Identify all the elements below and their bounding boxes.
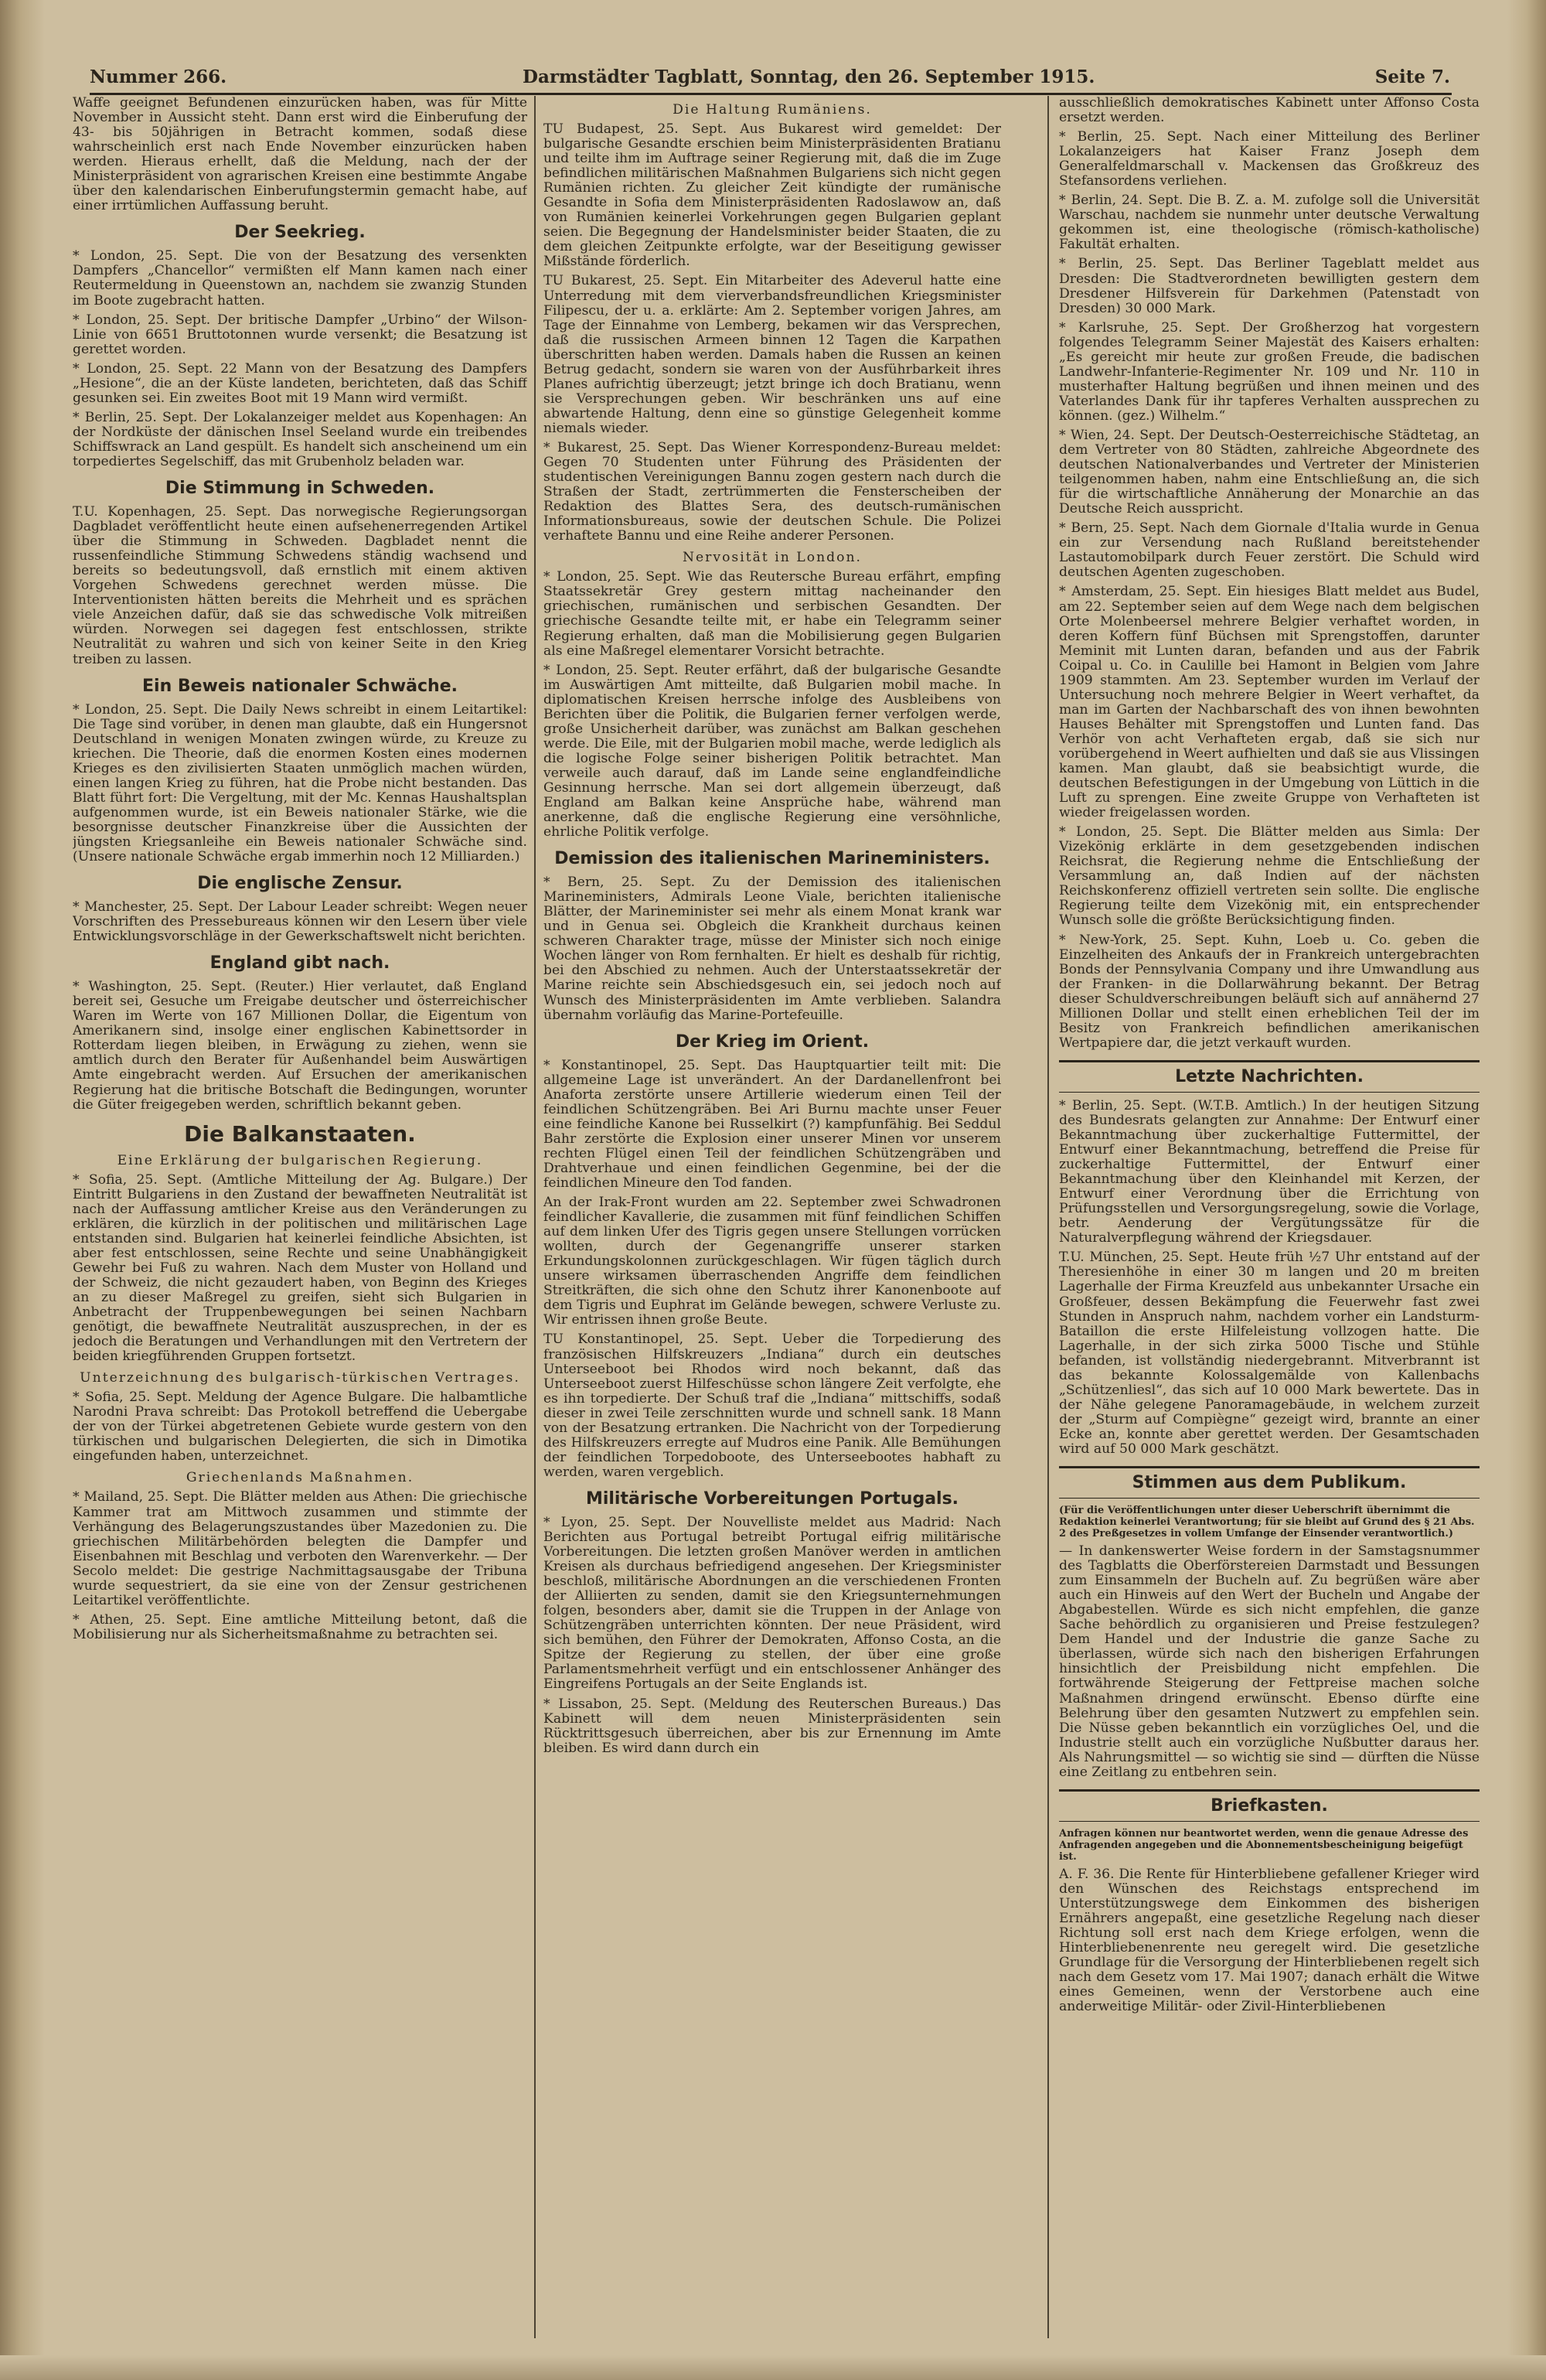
page-edge-left bbox=[0, 0, 45, 2380]
article-paragraph: * New-York, 25. Sept. Kuhn, Loeb u. Co. geben die Einzelheiten des Ankaufs der in Frankreich untergebrachten Bonds der Pennsylvania Company und ihre Umwandlung aus der Franken- in die Dollarwährung bekannt. Der Betrag dieser Schuldverschreibungen beläuft sich auf annähernd 27 Millionen Dollar und stellt einen erheblichen Teil der im Besitz von Frankreich befindlichen amerikanischen Wertpapiere dar, die jetzt verkauft wurden. bbox=[1059, 932, 1480, 1051]
article-paragraph: * London, 25. Sept. Der britische Dampfer „Urbino“ der Wilson-Linie von 6651 Bruttotonnen wurde versenkt; die Besatzung ist gerettet worden. bbox=[73, 312, 527, 357]
article-paragraph: * Lissabon, 25. Sept. (Meldung des Reuterschen Bureaus.) Das Kabinett will dem neuen Ministerpräsidenten sein Rücktrittsgesuch überreichen, aber bis zur Ernennung im Amte bleiben. Es wird dann durch ein bbox=[543, 1696, 1001, 1756]
subheading: Eine Erklärung der bulgarischen Regierung. bbox=[117, 1152, 483, 1168]
subheading: Griechenlands Maßnahmen. bbox=[186, 1470, 414, 1486]
section-heading: Militärische Vorbereitungen Portugals. bbox=[585, 1488, 959, 1509]
editorial-note: Anfragen können nur beantwortet werden, wenn die genaue Adresse des Anfragenden angegeben und die Abonnementsbescheinigung beigefügt ist. bbox=[1059, 1827, 1469, 1863]
article-paragraph: * Berlin, 25. Sept. Nach einer Mitteilung des Berliner Lokalanzeigers hat Kaiser Franz Joseph dem Generalfeldmarschall v. Mackensen das Großkreuz des Stefansordens verliehen. bbox=[1059, 129, 1480, 189]
issue-number: Nummer 266. bbox=[90, 66, 227, 87]
section-heading: Die Balkanstaaten. bbox=[184, 1120, 416, 1147]
article-paragraph: * Berlin, 25. Sept. Das Berliner Tageblatt meldet aus Dresden: Die Stadtverordneten bewilligten gestern dem Dresdener Hilfsverein für Darkehmen (Patenstadt von Dresden) 30 000 Mark. bbox=[1059, 256, 1480, 316]
article-paragraph: * Sofia, 25. Sept. Meldung der Agence Bulgare. Die halbamtliche Narodni Prava schreibt: Das Protokoll betreffend die Uebergabe der von der Türkei abgetretenen Gebiete wurde gestern von den türkischen und bulgarischen Delegierten, die sich in Dimotika eingefunden haben, unterzeichnet. bbox=[73, 1389, 527, 1464]
article-paragraph: TU Budapest, 25. Sept. Aus Bukarest wird gemeldet: Der bulgarische Gesandte erschien beim Ministerpräsidenten Bratianu und teilte ihm im Auftrage seiner Regierung mit, daß die im Zuge befindlichen militärischen Maßnahmen Bulgariens sich nicht gegen Rumänien richten. Zu gleicher Zeit kündigte der rumänische Gesandte in Sofia dem Ministerpräsidenten Radoslawow an, daß von Rumänien keinerlei Vorkehrungen gegen Bulgarien geplant seien. Die Begegnung der Handelsminister beider Staaten, die zu dem gleichen Zeitpunkte erfolgte, war der Beseitigung gewisser Mißstände förderlich. bbox=[543, 121, 1001, 270]
article-paragraph: — In dankenswerter Weise fordern in der Samstagsnummer des Tagblatts die Oberförstereien Darmstadt und Bessungen zum Einsammeln der Bucheln auf. Zu begrüßen wäre aber auch ein Hinweis auf den Wert der Bucheln und Angabe der Abgabestellen. Würde es sich nicht empfehlen, die ganze Sache behördlich zu organisieren und Preise festzulegen? Dem Handel und der Industrie die ganze Sache zu überlassen, würde sich nach den bisherigen Erfahrungen hinsichtlich der Preisbildung nicht empfehlen. Die fortwährende Steigerung der Fettpreise machen solche Maßnahmen dringend erwünscht. Ebenso dürfte eine Belehrung über den gesamten Nutzwert zu empfehlen sein. Die Nüsse geben bekanntlich ein vorzügliches Oel, und die Industrie stellt auch ein vorzügliche Nußbutter daraus her. Als Nahrungsmittel — so wichtig sie sind — dürften die Nüsse eine Zeitlang zu entbehren sein. bbox=[1059, 1543, 1480, 1780]
section-heading: Letzte Nachrichten. bbox=[1059, 1060, 1480, 1093]
article-paragraph: Waffe geeignet Befundenen einzurücken haben, was für Mitte November in Aussicht steht. Dann erst wird die Einberufung der 43- bis 50jährigen in Betracht kommen, sodaß diese wahrscheinlich erst nach Ende November einzurücken haben werden. Hieraus erhellt, daß die Meldung, nach der der Ministerpräsident von agrarischen Kreisen eine bestimmte Angabe über den kalendarischen Einberufungstermin gemacht habe, auf einer irrtümlichen Auffassung beruht. bbox=[73, 96, 527, 214]
article-paragraph: T.U. München, 25. Sept. Heute früh ½7 Uhr entstand auf der Theresienhöhe in einer 30 m langen und 20 m breiten Lagerhalle der Firma Kreuzfeld aus unbekannter Ursache ein Großfeuer, dessen Bekämpfung die Feuerwehr fast zwei Stunden in Anspruch nahm, nachdem vorher ein Landsturm-Bataillon die erste Hilfeleistung vollzogen hatte. Die Lagerhalle, in der sich zirka 5000 Tische und Stühle befanden, ist vollständig niedergebrannt. Mitverbrannt ist das bekannte Kolossalgemälde von Kallenbachs „Schützenliesl“, das sich auf 10 000 Mark bewertete. Das in der Nähe gelegene Panoramagebäude, in welchem zurzeit der „Sturm auf Compiègne“ gezeigt wird, brannte an einer Ecke an, konnte aber gerettet werden. Der Gesamtschaden wird auf 50 000 Mark geschätzt. bbox=[1059, 1250, 1480, 1457]
article-paragraph: * Wien, 24. Sept. Der Deutsch-Oesterreichische Städtetag, an dem Vertreter von 80 Städten, zahlreiche Abgeordnete des deutschen Nationalverbandes und Vertreter der Ministerien teilgenommen haben, nahm eine Entschließung an, die sich für die wirtschaftliche Annäherung der Monarchie an das Deutsche Reich ausspricht. bbox=[1059, 427, 1480, 517]
article-paragraph: * Berlin, 24. Sept. Die B. Z. a. M. zufolge soll die Universität Warschau, nachdem sie nunmehr unter deutsche Verwaltung gekommen ist, eine theologische (römisch-katholische) Fakultät erhalten. bbox=[1059, 193, 1480, 253]
article-paragraph: * Bukarest, 25. Sept. Das Wiener Korrespondenz-Bureau meldet: Gegen 70 Studenten unter Führung des Präsidenten der studentischen Vereinigungen Bannu zogen gestern nach durch die Straßen der Stadt, zertrümmerten die Fensterscheiben der Redaktion des Blattes Sera, des deutsch-rumänischen Informationsbureaus, sowie der deutschen Schule. Die Polizei verhaftete Bannu und eine Reihe anderer Personen. bbox=[543, 439, 1001, 544]
section-heading: Stimmen aus dem Publikum. bbox=[1059, 1466, 1480, 1499]
section-heading: England gibt nach. bbox=[209, 953, 390, 973]
section-heading: Der Seekrieg. bbox=[234, 223, 366, 243]
article-paragraph: * Konstantinopel, 25. Sept. Das Hauptquartier teilt mit: Die allgemeine Lage ist unverändert. An der Dardanellenfront bei Anaforta zerstörte unsere Artillerie wiederum einen Teil der feindlichen Schützengräben. Bei Ari Burnu machte unser Feuer eine feindliche Kanone bei Russelkirt (?) kampfunfähig. Bei Seddul Bahr zerstörte die Explosion einer unserer Minen vor unserem rechten Flügel einen Teil der feindlichen Schützengräben und Drahtverhaue und einen feindlichen Gegenmine, bei der die feindlichen Mineure den Tod fanden. bbox=[543, 1057, 1001, 1191]
section-heading: Die englische Zensur. bbox=[197, 874, 403, 894]
subheading: Unterzeichnung des bulgarisch-türkischen Vertrages. bbox=[80, 1370, 520, 1386]
article-paragraph: ausschließlich demokratisches Kabinett unter Affonso Costa ersetzt werden. bbox=[1059, 96, 1480, 126]
article-paragraph: * London, 25. Sept. Wie das Reutersche Bureau erfährt, empfing Staatssekretär Grey gestern mittag nacheinander den griechischen, rumänischen und serbischen Gesandten. Der griechische Gesandte teilte mit, er habe ein Telegramm seiner Regierung erhalten, daß man die Mobilisierung gegen Bulgarien als eine Maßregel elementarer Vorsicht betrachte. bbox=[543, 569, 1001, 659]
article-paragraph: * Karlsruhe, 25. Sept. Der Großherzog hat vorgestern folgendes Telegramm Seiner Majestät des Kaisers erhalten: „Es gereicht mir heute zur großen Freude, die badischen Landwehr-Infanterie-Regimenter Nr. 109 und Nr. 110 in musterhafter Haltung begrüßen und ihnen meinen und des Vaterlandes Dank für ihr tapferes Verhalten aussprechen zu können. (gez.) Wilhelm.“ bbox=[1059, 319, 1480, 424]
article-paragraph: * Lyon, 25. Sept. Der Nouvelliste meldet aus Madrid: Nach Berichten aus Portugal betreibt Portugal eifrig militärische Vorbereitungen. Die letzten großen Manöver werden in amtlichen Kreisen als durchaus befriedigend angesehen. Der Kriegsminister beschloß, militärische Abordnungen an die verschiedenen Fronten der Alliierten zu senden, damit sie den Kriegsunternehmungen folgen, besonders aber, damit sie die Truppen in der Anlage von Schützengräben unterrichten könnten. Der neue Präsident, wird sich bemühen, den Führer der Demokraten, Affonso Costa, an die Spitze der Regierung zu stellen, der über eine große Parlamentsmehrheit verfügt und ein entschlossener Anhänger des Eingreifens Portugals an der Seite Englands ist. bbox=[543, 1514, 1001, 1693]
page-edge-bottom bbox=[0, 2355, 1546, 2380]
article-paragraph: * Amsterdam, 25. Sept. Ein hiesiges Blatt meldet aus Budel, am 22. September seien auf dem Wege nach dem belgischen Orte Molenbeersel mehrere Belgier verhaftet worden, in deren Koffern fünf Büchsen mit Sprengstoffen, darunter Meminit mit Lunten daran, befanden und aus der Fabrik Coipal u. Co. in Caulille bei Hamont in Belgien vom Jahre 1909 stammten. Am 23. September wurden im Verlauf der Untersuchung noch mehrere Belgier in Weert verhaftet, da man im Garten der Nachbarschaft des von ihnen bewohnten Hauses Behälter mit Sprengstoffen und Lunten fand. Das Verhör von acht Verhafteten ergab, daß sie sich nur vorübergehend in Weert aufhielten und daß sie aus Vlissingen kamen. Man glaubt, daß sie beabsichtigt wurde, die deutschen Befestigungen in der Umgebung von Lüttich in die Luft zu sprengen. Eine zweite Gruppe von Verhafteten ist wieder freigelassen worden. bbox=[1059, 584, 1480, 821]
article-paragraph: TU Konstantinopel, 25. Sept. Ueber die Torpedierung des französischen Hilfskreuzers „Indiana“ durch ein deutsches Unterseeboot bei Rhodos wird noch bekannt, daß das Unterseeboot zuerst Hilfeschüsse schon längere Zeit verfolgte, ehe es ihn torpedierte. Der Schuß traf die „Indiana“ mittschiffs, sodaß dieser in zwei Teile zerschnitten wurde und schnell sank. 18 Mann von der Besatzung ertranken. Die Nachricht von der Torpedierung des Hilfskreuzers erregte auf Mudros eine Panik. Alle Bemühungen der feindlichen Torpedoboote, des Unterseebootes habhaft zu werden, waren vergeblich. bbox=[543, 1332, 1001, 1480]
masthead-line: Darmstädter Tagblatt, Sonntag, den 26. September 1915. bbox=[523, 66, 1095, 87]
article-paragraph: * Mailand, 25. Sept. Die Blätter melden aus Athen: Die griechische Kammer trat am Mittwoch zusammen und stimmte der Verhängung des Belagerungszustandes über Mazedonien zu. Die griechischen Militärbehörden belegten die Dampfer und Eisenbahnen mit Beschlag und verboten den Warenverkehr. — Der Secolo meldet: Die gestrige Nachmittagsausgabe der Tribuna wurde sequestriert, da sie eine von der Zensur gestrichenen Leitartikel veröffentlichte. bbox=[73, 1489, 527, 1608]
page-edge-right bbox=[1507, 0, 1546, 2380]
article-paragraph: * Athen, 25. Sept. Eine amtliche Mitteilung betont, daß die Mobilisierung nur als Sicherheitsmaßnahme zu betrachten sei. bbox=[73, 1611, 527, 1642]
article-paragraph: * Sofia, 25. Sept. (Amtliche Mitteilung der Ag. Bulgare.) Der Eintritt Bulgariens in den Zustand der bewaffneten Neutralität ist nach der Auffassung amtlicher Kreise aus den Veränderungen zu erklären, die kürzlich in der politischen und militärischen Lage entstanden sind. Bulgarien hat keinerlei feindliche Absichten, ist aber fest entschlossen, seine Rechte und seine Unabhängigkeit Gewehr bei Fuß zu wahren. Nach dem Muster von Holland und der Schweiz, die nicht gezaudert haben, von Beginn des Krieges an zu dieser Maßregel zu greifen, sieht sich Bulgarien in Anbetracht der Truppenbewegungen bei seinen Nachbarn genötigt, die bewaffnete Neutralität auszusprechen, in der es jedoch die Beratungen und Verhandlungen mit den Vertretern der beiden kriegführenden Gruppen fortsetzt. bbox=[73, 1171, 527, 1365]
header-rule bbox=[90, 93, 1452, 95]
article-paragraph: T.U. Kopenhagen, 25. Sept. Das norwegische Regierungsorgan Dagbladet veröffentlicht heute einen aufsehenerregenden Artikel über die Stimmung in Schweden. Dagbladet nennt die russenfeindliche Stimmung Schwedens ständig wachsend und bereits so bedeutungsvoll, daß ernstlich mit einem aktiven Vorgehen Schwedens gerechnet werden müsse. Die Interventionisten hätten bereits die Mehrheit und es sprächen viele Anzeichen dafür, daß sie das schwedische Volk mitreißen würden. Norwegen sei dagegen fest entschlossen, strikte Neutralität zu wahren und sich von keiner Seite in den Krieg treiben zu lassen. bbox=[73, 504, 527, 667]
article-paragraph: * Berlin, 25. Sept. (W.T.B. Amtlich.) In der heutigen Sitzung des Bundesrats gelangten zur Annahme: Der Entwurf einer Bekanntmachung über zuckerhaltige Futtermittel, der Entwurf einer Bekanntmachung, betreffend die Preise für zuckerhaltige Futtermittel, der Entwurf einer Bekanntmachung über den Kleinhandel mit Kerzen, der Entwurf einer Verordnung über die Errichtung von Prüfungsstellen und Versorgungsregelung, sowie die Vorlage, betr. Aenderung der Vergütungssätze für die Naturalverpflegung während der Kriegsdauer. bbox=[1059, 1097, 1480, 1246]
section-heading: Die Stimmung in Schweden. bbox=[165, 479, 435, 499]
article-paragraph: * London, 25. Sept. Die von der Besatzung des versenkten Dampfers „Chancellor“ vermißten elf Mann kamen nach einer Reutermeldung in Queenstown an, nachdem sie zwanzig Stunden im Boote zugebracht hatten. bbox=[73, 248, 527, 309]
subheading: Nervosität in London. bbox=[682, 550, 863, 566]
article-paragraph: * London, 25. Sept. Reuter erfährt, daß der bulgarische Gesandte im Auswärtigen Amt mitteilte, daß Bulgarien mobil mache. In diplomatischen Kreisen herrsche infolge des Ausbleibens von Berichten über die Politik, die Bulgarien ferner verfolgen werde, große Unsicherheit darüber, was zunächst am Balkan geschehen werde. Die Eile, mit der Bulgarien mobil mache, werde lediglich als die logische Folge seiner bisherigen Politik betrachtet. Man verweile auch darauf, daß im Lande seine englandfeindliche Gesinnung herrsche. Man sei dort allgemein überzeugt, daß England am Balkan keine Ansprüche habe, während man anerkenne, daß die englische Regierung eine versöhnliche, ehrliche Politik verfolge. bbox=[543, 662, 1001, 841]
article-paragraph: * London, 25. Sept. 22 Mann von der Besatzung des Dampfers „Hesione“, die an der Küste landeten, berichteten, daß das Schiff gesunken sei. Ein zweites Boot mit 19 Mann wird vermißt. bbox=[73, 360, 527, 406]
section-heading: Ein Beweis nationaler Schwäche. bbox=[142, 676, 458, 696]
editorial-note: (Für die Veröffentlichungen unter dieser Ueberschrift übernimmt die Redaktion keinerlei Verantwortung; für sie bleibt auf Grund des § 21 Abs. 2 des Preßgesetzes in vollem Umfange der Einsender verantwortlich.) bbox=[1059, 1505, 1475, 1540]
column-right bbox=[1059, 96, 1480, 2338]
page-number: Seite 7. bbox=[1374, 66, 1450, 87]
article-paragraph: * London, 25. Sept. Die Daily News schreibt in einem Leitartikel: Die Tage sind vorüber, in denen man glaubte, daß ein Hungersnot Deutschland in wenigen Monaten zwingen würde, zu Kreuze zu kriechen. Die Theorie, daß die enormen Kosten eines modernen Krieges es den zivilisierten Staaten unmöglich machen würden, einen langen Krieg zu führen, hat die Probe nicht bestanden. Das Blatt führt fort: Die Vergeltung, mit der Mc. Kennas Haushaltsplan aufgenommen wurde, ist ein Beweis nationaler Stärke, wie die besorgnisse deutscher Finanzkreise über die Aussichten der jüngsten Kriegsanleihe ein Beweis nationaler Schwäche sind. (Unsere nationale Schwäche ergab immerhin noch 12 Milliarden.) bbox=[73, 701, 527, 865]
article-paragraph: * Bern, 25. Sept. Zu der Demission des italienischen Marineministers, Admirals Leone Viale, berichten italienische Blätter, der Marineminister sei mehr als einem Monat krank war und in Genua sei. Obgleich die Krankheit durchaus keinen schweren Charakter trage, müsse der Minister sich noch einige Wochen länger von Rom fernhalten. Er hielt es deshalb für richtig, bei den Abschied zu nehmen. Auch der Unterstaatssekretär der Marine reichte sein Abschiedsgesuch ein, sei jedoch noch auf Wunsch des Ministerpräsidenten im Amte verblieben. Salandra übernahm vorläufig das Marine-Portefeuille. bbox=[543, 875, 1001, 1023]
column-divider-1 bbox=[534, 96, 536, 2338]
section-heading: Der Krieg im Orient. bbox=[675, 1031, 870, 1052]
article-paragraph: * Manchester, 25. Sept. Der Labour Leader schreibt: Wegen neuer Vorschriften des Pressebureaus können wir den Lesern über viele Entwicklungsvorschläge in der Gewerkschaftswelt nicht berichten. bbox=[73, 899, 527, 945]
column-left bbox=[73, 96, 527, 2338]
article-paragraph: An der Irak-Front wurden am 22. September zwei Schwadronen feindlicher Kavallerie, die zusammen mit fünf feindlichen Schiffen auf dem linken Ufer des Tigris gegen unsere Stellungen vorrücken wollten, durch der Gegenangriffe unserer starken Erkundungskolonnen zurückgeschlagen. Wir fügen täglich durch unsere wirksamen überraschenden Angriffe dem feindlichen Streitkräften, die sich ohne den Schutz ihrer Kanonenboote auf dem Tigris und Euphrat im Gelände bewegen, schwere Verluste zu. Wir entrissen ihnen große Beute. bbox=[543, 1195, 1001, 1328]
section-heading: Demission des italienischen Marineministers. bbox=[554, 849, 990, 869]
article-paragraph: * Berlin, 25. Sept. Der Lokalanzeiger meldet aus Kopenhagen: An der Nordküste der dänischen Insel Seeland wurde ein treibendes Schiffswrack an Land gespült. Es handelt sich anscheinend um ein torpediertes Segelschiff, das mit Grubenholz beladen war. bbox=[73, 409, 527, 469]
subheading: Die Haltung Rumäniens. bbox=[673, 102, 872, 118]
column-middle bbox=[543, 96, 1001, 2338]
article-paragraph: A. F. 36. Die Rente für Hinterbliebene gefallener Krieger wird den Wünschen des Reichstags entsprechend im Unterstützungswege dem Einkommen des bisherigen Ernährers angepaßt, eine gesetzliche Regelung nach dieser Richtung soll erst nach dem Kriege erfolgen, wenn die Hinterbliebenenrente neu geregelt wird. Die gesetzliche Grundlage für die Versorgung der Hinterbliebenen regelt sich nach dem Gesetz vom 17. Mai 1907; danach erhält die Witwe eines Gemeinen, wenn der Verstorbene auch eine anderweitige Militär- oder Zivil-Hinterbliebenen bbox=[1059, 1866, 1480, 2015]
article-paragraph: TU Bukarest, 25. Sept. Ein Mitarbeiter des Adeverul hatte eine Unterredung mit dem vierverbandsfreundlichen Kriegsminister Filipescu, der u. a. erklärte: Am 2. September vorigen Jahres, am Tage der Einnahme von Lemberg, bekamen wir das Versprechen, daß die russischen Armeen binnen 12 Tagen die Karpathen überschritten haben werden. Damals haben die Russen an keinen Betrug gedacht, sondern sie waren von der Ausführbarkeit ihres Planes aufrichtig überzeugt; jetzt bringe ich doch Bratianu, wenn sie Versprechungen geben. Wir beschränken uns auf eine abwartende Haltung, denn eine so günstige Gelegenheit komme niemals wieder. bbox=[543, 273, 1001, 436]
article-paragraph: * Bern, 25. Sept. Nach dem Giornale d'Italia wurde in Genua ein zur Versendung nach Rußland bereitstehender Lastautomobilpark durch Feuer zerstört. Die Schuld wird deutschen Agenten zugeschoben. bbox=[1059, 520, 1480, 581]
article-paragraph: * London, 25. Sept. Die Blätter melden aus Simla: Der Vizekönig erklärte in dem gesetzgebenden indischen Reichsrat, die Regierung nehme die Entschließung der Versammlung an, daß Indien auf der nächsten Reichskonferenz offiziell vertreten sein sollte. Die englische Regierung teilte dem Vizekönig mit, ein entsprechender Wunsch solle die größte Berücksichtigung finden. bbox=[1059, 824, 1480, 929]
section-heading: Briefkasten. bbox=[1059, 1789, 1480, 1822]
column-divider-2 bbox=[1047, 96, 1049, 2338]
article-paragraph: * Washington, 25. Sept. (Reuter.) Hier verlautet, daß England bereit sei, Gesuche um Freigabe deutscher und österreichischer Waren im Werte von 167 Millionen Dollar, die Eigentum von Amerikanern sind, insolge einer englischen Kabinettsorder in Rotterdam liegen bleiben, in Erwägung zu ziehen, wenn sie amtlich durch den Berater für Außenhandel beim Auswärtigen Amte eingebracht werden. Auf Ersuchen der amerikanischen Regierung hat die britische Botschaft die Bedingungen, worunter die Güter freigegeben werden, schriftlich bekannt geben. bbox=[73, 979, 527, 1113]
